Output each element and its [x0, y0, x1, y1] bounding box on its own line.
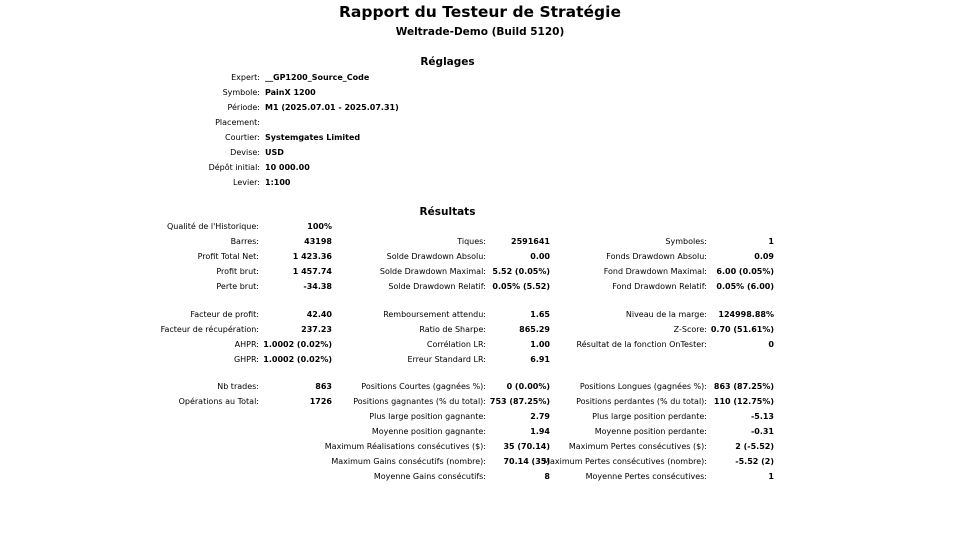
result-plus-large-position-gagnante-value: 2.79	[530, 412, 550, 421]
result-moyenne-gains-consecutifs-value: 8	[544, 472, 550, 481]
setting-levier-label: Levier:	[233, 178, 260, 187]
result-ghpr-label: GHPR:	[233, 355, 259, 364]
result-symboles-label: Symboles:	[665, 237, 707, 246]
result-ghpr-value: 1.0002 (0.02%)	[263, 355, 332, 364]
result-operations-au-total-value: 1726	[309, 397, 332, 406]
setting-devise-label: Devise:	[230, 148, 260, 157]
setting-symbole-value: PainX 1200	[265, 88, 316, 97]
result-plus-large-position-perdante-value: -5.13	[750, 412, 774, 421]
report-title: Rapport du Testeur de Stratégie	[339, 3, 621, 21]
result-maximum-pertes-consecutives-nombre-value: -5.52 (2)	[735, 457, 774, 466]
result-moyenne-position-perdante-value: -0.31	[750, 427, 774, 436]
result-solde-drawdown-relatif-value: 0.05% (5.52)	[492, 282, 550, 291]
result-correlation-lr-value: 1.00	[530, 340, 550, 349]
result-remboursement-attendu-label: Remboursement attendu:	[383, 310, 486, 319]
result-profit-brut-value: 1 457.74	[292, 267, 332, 276]
result-positions-gagnantes-du-total-value: 753 (87.25%)	[489, 397, 550, 406]
settings-heading: Réglages	[420, 56, 475, 68]
setting-courtier-label: Courtier:	[225, 133, 260, 142]
setting-courtier-value: Systemgates Limited	[265, 133, 361, 142]
result-ratio-de-sharpe-value: 865.29	[519, 325, 550, 334]
result-positions-gagnantes-du-total-label: Positions gagnantes (% du total):	[353, 397, 486, 406]
result-tiques-value: 2591641	[511, 237, 550, 246]
result-solde-drawdown-absolu-value: 0.00	[530, 252, 550, 261]
result-erreur-standard-lr-label: Erreur Standard LR:	[407, 355, 486, 364]
setting-expert-value: __GP1200_Source_Code	[265, 73, 370, 82]
result-fond-drawdown-relatif-value: 0.05% (6.00)	[716, 282, 774, 291]
result-nb-trades-label: Nb trades:	[217, 382, 259, 391]
setting-depot-initial-label: Dépôt initial:	[208, 163, 260, 172]
result-tiques-label: Tiques:	[457, 237, 486, 246]
result-correlation-lr-label: Corrélation LR:	[426, 340, 486, 349]
result-niveau-de-la-marge-label: Niveau de la marge:	[625, 310, 707, 319]
result-qualite-de-l-historique-value: 100%	[307, 222, 332, 231]
result-operations-au-total-label: Opérations au Total:	[178, 397, 259, 406]
setting-expert-label: Expert:	[231, 73, 260, 82]
result-erreur-standard-lr-value: 6.91	[530, 355, 550, 364]
result-maximum-pertes-consecutives-label: Maximum Pertes consécutives ($):	[568, 442, 707, 451]
report-subtitle: Weltrade-Demo (Build 5120)	[395, 26, 565, 38]
results-heading: Résultats	[419, 206, 476, 218]
result-maximum-gains-consecutifs-nombre-value: 70.14 (35)	[503, 457, 550, 466]
result-moyenne-position-perdante-label: Moyenne position perdante:	[594, 427, 707, 436]
result-maximum-realisations-consecutives-value: 35 (70.14)	[503, 442, 550, 451]
result-niveau-de-la-marge-value: 124998.88%	[718, 310, 774, 319]
result-facteur-de-profit-label: Facteur de profit:	[190, 310, 259, 319]
result-resultat-de-la-fonction-ontester-value: 0	[768, 340, 774, 349]
result-solde-drawdown-absolu-label: Solde Drawdown Absolu:	[386, 252, 486, 261]
result-fond-drawdown-maximal-label: Fond Drawdown Maximal:	[603, 267, 707, 276]
result-positions-courtes-gagnees-label: Positions Courtes (gagnées %):	[361, 382, 486, 391]
setting-devise-value: USD	[265, 148, 284, 157]
setting-symbole-label: Symbole:	[222, 88, 260, 97]
result-resultat-de-la-fonction-ontester-label: Résultat de la fonction OnTester:	[576, 340, 707, 349]
result-qualite-de-l-historique-label: Qualité de l'Historique:	[167, 222, 259, 231]
result-nb-trades-value: 863	[315, 382, 332, 391]
result-plus-large-position-perdante-label: Plus large position perdante:	[592, 412, 707, 421]
result-remboursement-attendu-value: 1.65	[530, 310, 550, 319]
result-profit-brut-label: Profit brut:	[216, 267, 259, 276]
result-moyenne-position-gagnante-label: Moyenne position gagnante:	[371, 427, 486, 436]
result-maximum-gains-consecutifs-nombre-label: Maximum Gains consécutifs (nombre):	[331, 457, 486, 466]
result-z-score-label: Z-Score:	[673, 325, 707, 334]
result-moyenne-pertes-consecutives-label: Moyenne Pertes consécutives:	[585, 472, 707, 481]
result-barres-value: 43198	[304, 237, 332, 246]
result-positions-longues-gagnees-value: 863 (87.25%)	[713, 382, 774, 391]
result-positions-courtes-gagnees-value: 0 (0.00%)	[506, 382, 550, 391]
result-moyenne-pertes-consecutives-value: 1	[768, 472, 774, 481]
result-facteur-de-recuperation-label: Facteur de récupération:	[160, 325, 259, 334]
result-solde-drawdown-maximal-value: 5.52 (0.05%)	[492, 267, 550, 276]
result-positions-longues-gagnees-label: Positions Longues (gagnées %):	[579, 382, 707, 391]
result-perte-brut-label: Perte brut:	[216, 282, 259, 291]
result-maximum-realisations-consecutives-label: Maximum Réalisations consécutives ($):	[324, 442, 486, 451]
result-positions-perdantes-du-total-label: Positions perdantes (% du total):	[576, 397, 707, 406]
setting-levier-value: 1:100	[265, 178, 291, 187]
result-facteur-de-profit-value: 42.40	[306, 310, 332, 319]
setting-periode-value: M1 (2025.07.01 - 2025.07.31)	[265, 103, 399, 112]
setting-depot-initial-value: 10 000.00	[265, 163, 310, 172]
result-positions-perdantes-du-total-value: 110 (12.75%)	[713, 397, 774, 406]
result-solde-drawdown-relatif-label: Solde Drawdown Relatif:	[388, 282, 486, 291]
result-profit-total-net-value: 1 423.36	[292, 252, 332, 261]
result-facteur-de-recuperation-value: 237.23	[301, 325, 332, 334]
setting-periode-label: Période:	[227, 103, 260, 112]
result-fonds-drawdown-absolu-value: 0.09	[754, 252, 774, 261]
setting-placement-label: Placement:	[215, 118, 260, 127]
result-barres-label: Barres:	[230, 237, 259, 246]
result-plus-large-position-gagnante-label: Plus large position gagnante:	[369, 412, 486, 421]
result-ahpr-label: AHPR:	[234, 340, 259, 349]
result-fond-drawdown-maximal-value: 6.00 (0.05%)	[716, 267, 774, 276]
result-moyenne-gains-consecutifs-label: Moyenne Gains consécutifs:	[373, 472, 486, 481]
result-moyenne-position-gagnante-value: 1.94	[530, 427, 550, 436]
result-fond-drawdown-relatif-label: Fond Drawdown Relatif:	[612, 282, 707, 291]
result-fonds-drawdown-absolu-label: Fonds Drawdown Absolu:	[606, 252, 707, 261]
result-maximum-pertes-consecutives-nombre-label: Maximum Pertes consécutives (nombre):	[543, 457, 707, 466]
result-maximum-pertes-consecutives-value: 2 (-5.52)	[735, 442, 774, 451]
result-ahpr-value: 1.0002 (0.02%)	[263, 340, 332, 349]
result-profit-total-net-label: Profit Total Net:	[197, 252, 259, 261]
result-perte-brut-value: -34.38	[303, 282, 332, 291]
result-z-score-value: 0.70 (51.61%)	[710, 325, 774, 334]
result-ratio-de-sharpe-label: Ratio de Sharpe:	[419, 325, 486, 334]
result-symboles-value: 1	[768, 237, 774, 246]
result-solde-drawdown-maximal-label: Solde Drawdown Maximal:	[379, 267, 486, 276]
